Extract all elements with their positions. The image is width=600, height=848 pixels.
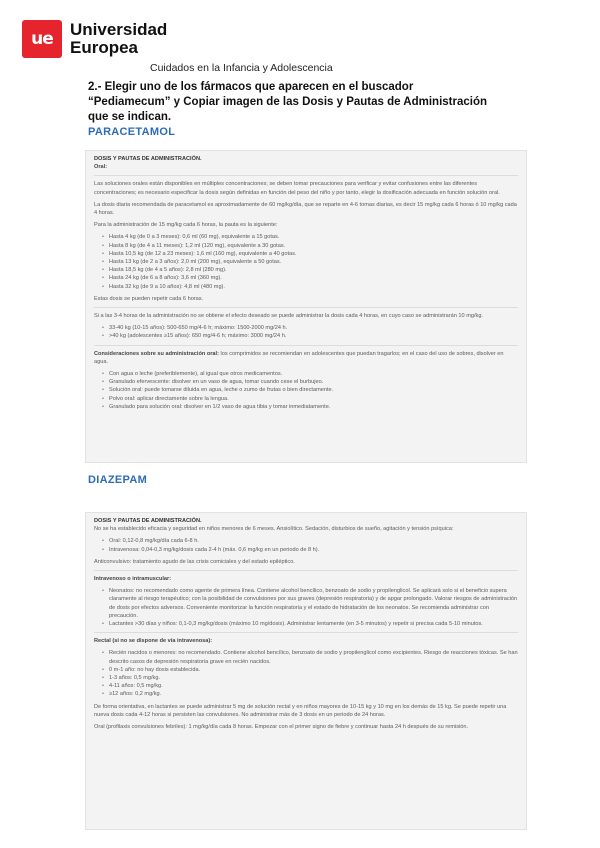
list-item: • Lactantes >30 días y niños: 0,1-0,3 mg/kg/dosis (máximo 10 mg/dosis). Administrar lentamente (en 3-5 minutos) y repetir si precisa cada 5-10 minutos. (102, 620, 518, 628)
list-item: • Granulado para solución oral: disolver en 1/2 vaso de agua tibia y tomar inmediatamente. (102, 403, 518, 411)
diazepam-oral-dose-list (102, 537, 518, 553)
list-item: • Solución oral: puede tomarse diluida en agua, leche o zumo de frutas o bien directamente. (102, 386, 518, 394)
paracetamol-admin-list (102, 370, 518, 411)
diazepam-rectal-note: De forma orientativa, en lactantes se puede administrar 5 mg de solución rectal y en niños mayores de 10-15 kg y 10 mg en los demás de 15 kg. Se puede repetir una nueva dosis cada 4-12 horas si persisten las convulsiones. No administrar más de 3 dosis en un periodo de 24 horas. (94, 703, 507, 718)
diazepam-anticonvulsant: Anticonvulsivo: tratamiento agudo de las crisis comiciales y del estado epiléptico. (94, 558, 295, 565)
list-item: • >40 kg (adolescentes ≥15 años): 650 mg/4-6 h; máximo: 3000 mg/24 h. (102, 332, 518, 340)
list-item: • Neonatos: no recomendado como agente de primera línea. Contiene alcohol bencílico, benzoato de sodio y propilenglicol. Se aplicará solo si el beneficio supera claramente al riesgo terapéutico; con la posibilidad de convulsiones por sus graves (depresión respiratoria) y de apgar prolongado. Valorar riesgos de administración de dosis por efectos adversos. Conveniente monitorizar la función respiratoria y el estado de hidratación de los neonatos. Se recomienda administrar con precaución. (102, 587, 518, 620)
list-item: • ≥12 años: 0,2 mg/kg. (102, 690, 518, 698)
list-item: • 1-3 años: 0,5 mg/kg. (102, 674, 518, 682)
course-title: Cuidados en la Infancia y Adolescencia (150, 62, 333, 74)
paracetamol-fever-note: Si a las 3-4 horas de la administración no se obtiene el efecto deseado se puede administrar la dosis cada 4 horas, en cuyo caso se administrarán 10 mg/kg. (94, 313, 483, 320)
paracetamol-dose-rule: La dosis diaria recomendada de paracetamol es aproximadamente de 60 mg/kg/día, que se reparte en 4-6 tomas diarias, es decir 15 mg/kg cada 6 horas ó 10 mg/kg cada 4 horas. (94, 201, 517, 217)
divider (94, 570, 518, 571)
logo-line-2: Europea (70, 38, 139, 57)
diazepam-rectal-list (102, 649, 518, 698)
divider (94, 307, 518, 308)
diazepam-oral-febrile: Oral (profilaxis convulsiones febriles): 1 mg/kg/día cada 8 horas. Empezar con el primer signo de fiebre y continuar hasta 24 h después de su remisión. (94, 724, 469, 731)
paracetamol-route: Oral: (94, 164, 108, 171)
divider (94, 175, 518, 176)
list-item: • Hasta 32 kg (de 9 a 10 años): 4,8 ml (480 mg). (102, 283, 518, 291)
list-item: • 0 m-1 año: no hay dosis establecida. (102, 666, 518, 674)
list-item: • Hasta 8 kg (de 4 a 11 meses): 1,2 ml (120 mg), equivalente a 30 gotas. (102, 242, 518, 250)
university-logo (22, 20, 167, 58)
list-item: • Hasta 18,5 kg (de 4 a 5 años): 2,8 ml (280 mg). (102, 266, 518, 274)
divider (94, 632, 518, 633)
paracetamol-admin-block (94, 350, 518, 366)
list-item: • Hasta 10,5 kg (de 12 a 23 meses): 1,6 ml (160 mg), equivalente a 40 gotas. (102, 250, 518, 258)
paracetamol-heading: DOSIS Y PAUTAS DE ADMINISTRACIÓN. (94, 156, 202, 162)
diazepam-iv-heading: Intravenoso o intramuscular: (94, 576, 172, 583)
paracetamol-dosage-panel (85, 150, 527, 463)
list-item: • Hasta 24 kg (de 6 a 8 años): 3,6 ml (360 mg). (102, 274, 518, 282)
divider (94, 345, 518, 346)
list-item: • Granulado efervescente: disolver en un vaso de agua, tomar cuando cese el burbujeo. (102, 378, 518, 386)
paracetamol-repeat-note: Estas dosis se pueden repetir cada 6 horas. (94, 295, 204, 302)
paracetamol-max-dose-list (102, 324, 518, 340)
list-item: • 4-11 años: 0,5 mg/kg. (102, 682, 518, 690)
diazepam-iv-list (102, 587, 518, 628)
logo-wordmark (70, 21, 167, 57)
diazepam-title: DIAZEPAM (88, 474, 148, 486)
logo-line-1: Universidad (70, 20, 168, 39)
paracetamol-table-intro: Para la administración de 15 mg/kg cada 6 horas, la pauta es la siguiente: (94, 222, 278, 229)
list-item: • Oral: 0,12-0,8 mg/kg/día cada 6-8 h. (102, 537, 518, 545)
paracetamol-admin-text: los comprimidos se recomiendan en adolescentes que puedan tragarlos; en el caso del uso de sobres, disolver en agua. (94, 350, 504, 365)
list-item: • Hasta 4 kg (de 0 a 3 meses): 0,6 ml (60 mg), equivalente a 15 gotas. (102, 233, 518, 241)
question-text: 2.- Elegir uno de los fármacos que aparecen en el buscador “Pediamecum” y Copiar imagen de las Dosis y Pautas de Administración que se indican. (88, 81, 488, 123)
list-item: • Intravenosa: 0,04-0,3 mg/kg/dosis cada 2-4 h (máx. 0,6 mg/kg en un periodo de 8 h). (102, 546, 518, 554)
paracetamol-dose-list (102, 233, 518, 290)
diazepam-heading: DOSIS Y PAUTAS DE ADMINISTRACIÓN. (94, 518, 202, 524)
list-item: • 33-40 kg (10-15 años): 500-650 mg/4-6 h; máximo: 1500-2000 mg/24 h. (102, 324, 518, 332)
paracetamol-admin-heading: Consideraciones sobre su administración oral: (94, 350, 219, 357)
list-item: • Polvo oral: aplicar directamente sobre la lengua. (102, 395, 518, 403)
diazepam-intro: No se ha establecido eficacia y seguridad en niños menores de 6 meses. Ansiolítico. Sedación, disturbios de sueño, agitación y tensión psíquica: (94, 526, 454, 533)
logo-mark: ue (22, 20, 62, 58)
diazepam-rectal-heading: Rectal (si no se dispone de vía intravenosa): (94, 638, 213, 645)
paracetamol-title: PARACETAMOL (88, 126, 176, 138)
diazepam-dosage-panel (85, 512, 527, 830)
list-item: • Con agua o leche (preferiblemente), al igual que otros medicamentos. (102, 370, 518, 378)
list-item: • Hasta 13 kg (de 2 a 3 años): 2,0 ml (200 mg), equivalente a 50 gotas. (102, 258, 518, 266)
paracetamol-intro: Las soluciones orales están disponibles en múltiples concentraciones; se deben tomar precauciones para verificar y evitar confusiones entre las diferentes concentraciones; es necesario especificar la dosis según definidas en función del peso del niño y por tanto, elegir la dosificación adecuada en función solución oral. (94, 181, 500, 196)
list-item: • Recién nacidos o menores: no recomendado. Contiene alcohol bencílico, benzoato de sodio y propilenglicol como excipientes. Riesgo de reacciones tóxicas. Se han descrito casos de depresión respiratoria grave en recién nacidos. (102, 649, 518, 665)
